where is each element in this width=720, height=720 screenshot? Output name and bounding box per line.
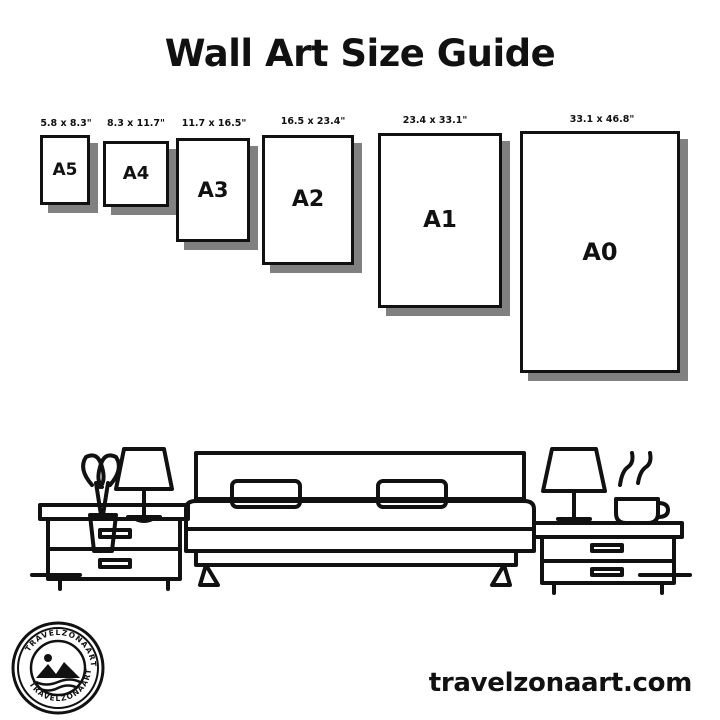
bedroom-scene-illustration xyxy=(0,375,720,610)
website-url[interactable]: travelzonaart.com xyxy=(428,668,692,698)
footer xyxy=(0,610,720,720)
frame-dimension-a1: 23.4 x 33.1" xyxy=(402,115,468,126)
frame-dimension-a2: 16.5 x 23.4" xyxy=(280,116,346,127)
frame-box-a4 xyxy=(103,141,169,207)
page-title: Wall Art Size Guide xyxy=(164,32,556,75)
right-table-lamp-icon xyxy=(543,449,605,523)
frame-a4[interactable] xyxy=(103,141,169,207)
frame-box-a2 xyxy=(262,135,354,265)
frame-dimension-a0: 33.1 x 46.8" xyxy=(569,114,635,125)
frame-dimension-a3: 11.7 x 16.5" xyxy=(181,118,247,129)
right-nightstand-icon xyxy=(534,523,682,593)
bed-leg-right xyxy=(492,565,510,585)
frame-box-a3 xyxy=(176,138,250,242)
bed-leg-left xyxy=(200,565,218,585)
coffee-cup-icon xyxy=(616,453,668,523)
bedroom-scene-svg xyxy=(0,375,720,610)
logo-arc-text-top: TRAVELZONAART xyxy=(23,627,99,668)
travelzonaart-logo xyxy=(10,620,106,716)
frame-a2[interactable] xyxy=(262,135,354,265)
frame-box-a0 xyxy=(520,131,680,373)
logo-arc-text-bottom: TRAVELZONAART xyxy=(27,667,94,704)
frame-box-a5 xyxy=(40,135,90,205)
frame-label-a0: A0 xyxy=(582,238,618,266)
drawer-handle-bottom-left xyxy=(100,560,130,567)
frame-a5[interactable] xyxy=(40,135,90,205)
pillow-right xyxy=(378,481,446,507)
left-table-lamp-icon xyxy=(116,449,172,521)
pillow-left xyxy=(232,481,300,507)
logo-badge-icon xyxy=(10,620,106,716)
drawer-handle-bottom-right xyxy=(592,569,622,575)
frame-label-a2: A2 xyxy=(291,187,325,212)
bed-icon xyxy=(186,453,534,585)
frame-label-a3: A3 xyxy=(197,177,229,202)
drawer-handle-top-right xyxy=(592,545,622,551)
frame-a0[interactable] xyxy=(520,131,680,373)
frame-dimension-a4: 8.3 x 11.7" xyxy=(107,118,165,129)
frame-label-a1: A1 xyxy=(423,207,457,233)
frame-a3[interactable] xyxy=(176,138,250,242)
frame-dimension-a5: 5.8 x 8.3" xyxy=(40,118,92,129)
frame-box-a1 xyxy=(378,133,502,308)
frame-label-a4: A4 xyxy=(122,163,150,184)
frame-a1[interactable] xyxy=(378,133,502,308)
frame-label-a5: A5 xyxy=(52,159,78,180)
